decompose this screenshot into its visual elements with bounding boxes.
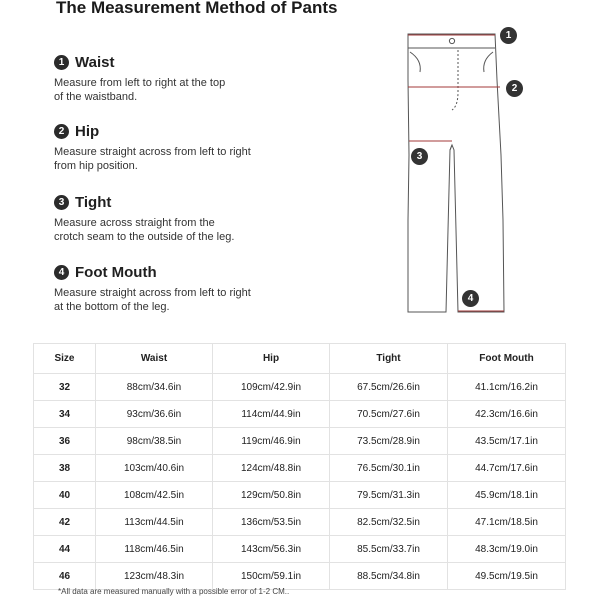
- foot-mouth-cell: 47.1cm/18.5in: [448, 509, 566, 536]
- size-cell: 46: [34, 563, 96, 590]
- table-row: [34, 509, 566, 536]
- fly-stitch: [452, 50, 458, 110]
- header-hip: Hip: [213, 344, 330, 374]
- size-cell: 36: [34, 428, 96, 455]
- size-cell: 40: [34, 482, 96, 509]
- waist-cell: 118cm/46.5in: [96, 536, 213, 563]
- foot-mouth-cell: 44.7cm/17.6in: [448, 455, 566, 482]
- number-badge: 3: [54, 195, 69, 210]
- pocket-left: [410, 52, 420, 72]
- hip-cell: 124cm/48.8in: [213, 455, 330, 482]
- table-row: [34, 455, 566, 482]
- waist-cell: 93cm/36.6in: [96, 401, 213, 428]
- tight-cell: 79.5cm/31.3in: [330, 482, 448, 509]
- tight-cell: 73.5cm/28.9in: [330, 428, 448, 455]
- hip-cell: 150cm/59.1in: [213, 563, 330, 590]
- hip-cell: 109cm/42.9in: [213, 374, 330, 401]
- section-tight: [54, 192, 344, 244]
- section-waist: [54, 52, 344, 104]
- table-row: [34, 563, 566, 590]
- button-shape: [449, 38, 454, 43]
- hip-cell: 114cm/44.9in: [213, 401, 330, 428]
- foot-mouth-cell: 45.9cm/18.1in: [448, 482, 566, 509]
- foot-mouth-cell: 42.3cm/16.6in: [448, 401, 566, 428]
- section-title: Tight: [75, 193, 112, 211]
- header-foot-mouth: Foot Mouth: [448, 344, 566, 374]
- header-waist: Waist: [96, 344, 213, 374]
- section-title: Foot Mouth: [75, 263, 157, 281]
- foot-mouth-cell: 41.1cm/16.2in: [448, 374, 566, 401]
- tight-cell: 85.5cm/33.7in: [330, 536, 448, 563]
- pocket-right: [484, 52, 493, 72]
- tight-cell: 88.5cm/34.8in: [330, 563, 448, 590]
- section-description: Measure across straight from the crotch seam to the outside of the leg.: [54, 217, 235, 243]
- tight-cell: 82.5cm/32.5in: [330, 509, 448, 536]
- footnote: *All data are measured manually with a possible error of 1-2 CM..: [58, 587, 290, 596]
- leg-seam: [450, 145, 452, 150]
- tight-cell: 67.5cm/26.6in: [330, 374, 448, 401]
- foot-mouth-cell: 49.5cm/19.5in: [448, 563, 566, 590]
- size-table: [33, 343, 566, 590]
- tight-cell: 70.5cm/27.6in: [330, 401, 448, 428]
- size-cell: 38: [34, 455, 96, 482]
- hip-cell: 143cm/56.3in: [213, 536, 330, 563]
- pants-diagram: [380, 20, 530, 320]
- hip-cell: 136cm/53.5in: [213, 509, 330, 536]
- section-title: Hip: [75, 122, 100, 140]
- table-row: [34, 374, 566, 401]
- waist-cell: 108cm/42.5in: [96, 482, 213, 509]
- waist-cell: 123cm/48.3in: [96, 563, 213, 590]
- number-badge: 2: [54, 124, 69, 139]
- section-title: Waist: [75, 53, 115, 71]
- section-description: Measure straight across from left to right at the bottom of the leg.: [54, 287, 251, 313]
- hip-cell: 119cm/46.9in: [213, 428, 330, 455]
- number-badge: 4: [54, 265, 69, 280]
- section-foot-mouth: [54, 262, 344, 314]
- size-cell: 34: [34, 401, 96, 428]
- table-row: [34, 428, 566, 455]
- section-description: Measure straight across from left to right from hip position.: [54, 146, 251, 172]
- size-cell: 32: [34, 374, 96, 401]
- table-row: [34, 401, 566, 428]
- section-description: Measure from left to right at the top of the waistband.: [54, 77, 226, 103]
- header-size: Size: [34, 344, 96, 374]
- diagram-badge-1: 1: [500, 27, 517, 44]
- pants-outline: [408, 34, 504, 312]
- diagram-badge-4: 4: [462, 290, 479, 307]
- diagram-badge-3: 3: [411, 148, 428, 165]
- table-row: [34, 536, 566, 563]
- foot-mouth-cell: 48.3cm/19.0in: [448, 536, 566, 563]
- size-cell: 44: [34, 536, 96, 563]
- foot-mouth-cell: 43.5cm/17.1in: [448, 428, 566, 455]
- table-header-row: [34, 344, 566, 374]
- diagram-badge-2: 2: [506, 80, 523, 97]
- size-cell: 42: [34, 509, 96, 536]
- waist-cell: 88cm/34.6in: [96, 374, 213, 401]
- tight-cell: 76.5cm/30.1in: [330, 455, 448, 482]
- page-title: The Measurement Method of Pants: [56, 0, 338, 17]
- table-row: [34, 482, 566, 509]
- hip-cell: 129cm/50.8in: [213, 482, 330, 509]
- section-hip: [54, 121, 344, 173]
- waist-cell: 98cm/38.5in: [96, 428, 213, 455]
- waist-cell: 103cm/40.6in: [96, 455, 213, 482]
- number-badge: 1: [54, 55, 69, 70]
- waist-cell: 113cm/44.5in: [96, 509, 213, 536]
- header-tight: Tight: [330, 344, 448, 374]
